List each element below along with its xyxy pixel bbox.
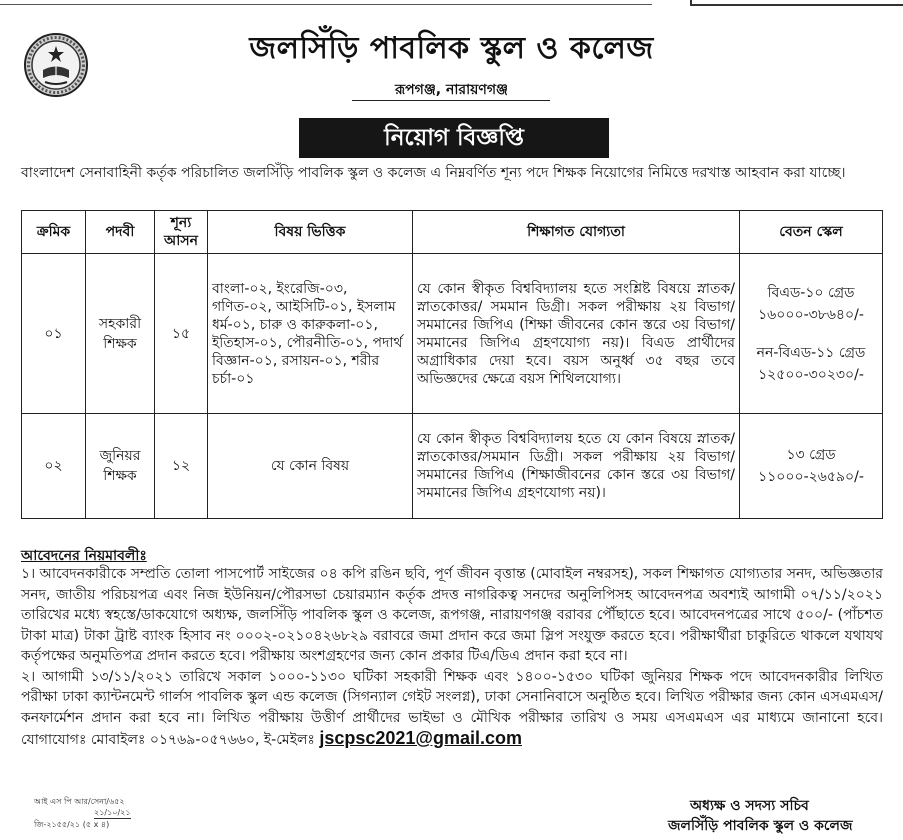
reference-number: আই এস পি আর/সেনা/৬৫২ [34,797,125,806]
row-serial: ০১ [22,254,86,414]
pay-amount: ১১০০০-২৬৫৯০/- [758,469,864,485]
row-post: জুনিয়র শিক্ষক [86,414,155,519]
signatory-title: অধ্যক্ষ ও সদস্য সচিব [690,798,809,814]
pay-amount: ১২৫০০-৩০২৩০/- [758,366,864,383]
row-seats: ১৫ [155,254,208,414]
row-pay-scale [740,414,883,519]
table-row [22,414,883,519]
pay-grade: ১৩ গ্রেড [786,447,836,463]
reference-date: ২১/১০/২১ [94,808,131,817]
pay-grade: নন-বিএড-১১ গ্রেড [756,344,866,361]
header-post: পদবী [86,211,155,254]
pay-grade: বিএড-১০ গ্রেড [767,284,855,301]
reference-block [34,796,131,830]
row-subjects: যে কোন বিষয় [208,414,413,519]
contact-email-link[interactable]: jscpsc2021@gmail.com [319,728,522,748]
top-border [0,0,903,6]
rule-2-text: ২। আগামী ১৩/১১/২০২১ তারিখে সকাল ১০০০-১১৩০ ঘটিকা সহকারী শিক্ষক এবং ১৪০০-১৫৩০ ঘটিকা জুনিয়র শিক্ষক পদে আবেদনকারীর লিখিত পরীক্ষা ঢাকা ক্যান্টনমেন্ট গার্লস পাবলিক স্কুল এন্ড কলেজ (সিগন্যাল গেইট সংলগ্ন), ঢাকা সেনানিবাসে অনুষ্ঠিত হবে। লিখিত পরীক্ষার জন্য কোন এসএমএস/কনফার্মেশন প্রদান করা হবে না। লিখিত পরীক্ষায় উত্তীর্ণ প্রার্থীদের ভাইভা ও মৌখিক পরীক্ষার তারিখ ও সময় এসএমএস এর মাধ্যমে জানানো হবে। যোগাযোগঃ মোবাইলঃ ০১৭৬৯-০৫৭৬৬০, ই-মেইলঃ [21,668,883,748]
school-location: রূপগঞ্জ, নারায়ণগঞ্জ [394,82,509,98]
rule-1: ১। আবেদনকারীকে সম্প্রতি তোলা পাসপোর্ট সাইজের ০৪ কপি রঙিন ছবি, পূর্ণ জীবন বৃত্তান্ত (মোবাইল নম্বরসহ), সকল শিক্ষাগত যোগ্যতার সনদ, অভিজ্ঞতার সনদ, জাতীয় পরিচয়পত্র এবং নিজ ইউনিয়ন/পৌরসভা চেয়ারম্যান কর্তৃক প্রদত্ত নাগরিকত্ব সনদের অনুলিপিসহ আবেদনপত্র অবশ্যই আগামী ০৭/১১/২০২১ তারিখের মধ্যে স্বহস্তে/ডাকযোগে অধ্যক্ষ, জলসিঁড়ি পাবলিক স্কুল ও কলেজ, রূপগঞ্জ, নারায়ণগঞ্জ বরাবর পৌঁছাতে হবে। আবেদনপত্রের সাথে ৫০০/- (পাঁচশত টাকা মাত্র) টাকা ট্রাষ্ট ব্যাংক হিসাব নং ০০০২-০২১০৪২৬৮২৯ বরাবরে জমা প্রদান করে জমা স্লিপ সংযুক্ত করতে হবে। পরীক্ষার্থীরা চাকুরিতে থাকলে যথাযথ কর্তৃপক্ষের অনুমতিপত্র প্রদান করতে হবে। পরীক্ষায় অংশগ্রহণের জন্য কোন প্রকার টিএ/ডিএ প্রদান করা হবে না। [21,566,883,664]
signatory-organization: জলসিঁড়ি পাবলিক স্কুল ও কলেজ [668,818,853,834]
row-pay-scale [740,254,883,414]
header-seats: শূন্য আসন [155,211,208,254]
reference-code: জি-২১৫৫/২১ (৫ x ৪) [34,820,110,829]
location-underline [352,100,550,101]
header-serial: ক্রমিক [22,211,86,254]
row-qualification: যে কোন স্বীকৃত বিশ্ববিদ্যালয় হতে সংশ্লিষ্ট বিষয়ে স্নাতক/ স্নাতকোত্তর/ সমমান ডিগ্রী। সকল পরীক্ষায় ২য় বিভাগ/ সমমানের জিপিএ (শিক্ষা জীবনের কোন স্তরে ৩য় বিভাগ/সমমানের জিপিএ গ্রহণযোগ্য নয়)। বিএড প্রার্থীদের অগ্রাধিকার দেয়া হবে। বয়স অনুর্ধ্ব ৩৫ বছর তবে অভিজ্ঞদের ক্ষেত্রে বয়স শিথিলযোগ্য। [413,254,740,414]
row-post: সহকারী শিক্ষক [86,254,155,414]
rule-2 [21,667,883,751]
row-subjects: বাংলা-০২, ইংরেজি-০৩, গণিত-০২, আইসিটি-০১, ইসলাম ধর্ম-০১, চারু ও কারুকলা-০১, ইতিহাস-০১, পৌরনীতি-০১, পদার্থ বিজ্ঞান-০১, রসায়ন-০১, শরীর চর্চা-০১ [208,254,413,414]
vacancy-table [21,210,883,519]
top-border-left [0,0,652,5]
notice-title: নিয়োগ বিজ্ঞপ্তি [299,118,609,158]
header-subjects: বিষয় ভিত্তিক [208,211,413,254]
header-qualification: শিক্ষাগত যোগ্যতা [413,211,740,254]
table-row [22,254,883,414]
application-rules [21,564,883,751]
school-name: জলসিঁড়ি পাবলিক স্কুল ও কলেজ [249,31,654,66]
row-qualification: যে কোন স্বীকৃত বিশ্ববিদ্যালয় হতে যে কোন বিষয়ে স্নাতক/ স্নাতকোত্তর/সমমান ডিগ্রী। সকল পরীক্ষায় ২য় বিভাগ/ সমমানের জিপিএ (শিক্ষাজীবনের কোন স্তরে ৩য় বিভাগ/ সমমানের জিপিএ গ্রহণযোগ্য নয়)। [413,414,740,519]
table-header-row [22,211,883,254]
rules-heading: আবেদনের নিয়মাবলীঃ [21,548,147,564]
intro-paragraph: বাংলাদেশ সেনাবাহিনী কর্তৃক পরিচালিত জলসিঁড়ি পাবলিক স্কুল ও কলেজ এ নিম্নবর্ণিত শূন্য পদে শিক্ষক নিয়োগের নিমিত্তে দরখাস্ত আহবান করা যাচ্ছে। [21,165,846,181]
row-serial: ০২ [22,414,86,519]
top-border-right [690,0,903,6]
row-seats: ১২ [155,414,208,519]
pay-amount: ১৬০০০-৩৮৬৪০/- [758,306,864,323]
header-pay-scale: বেতন স্কেল [740,211,883,254]
